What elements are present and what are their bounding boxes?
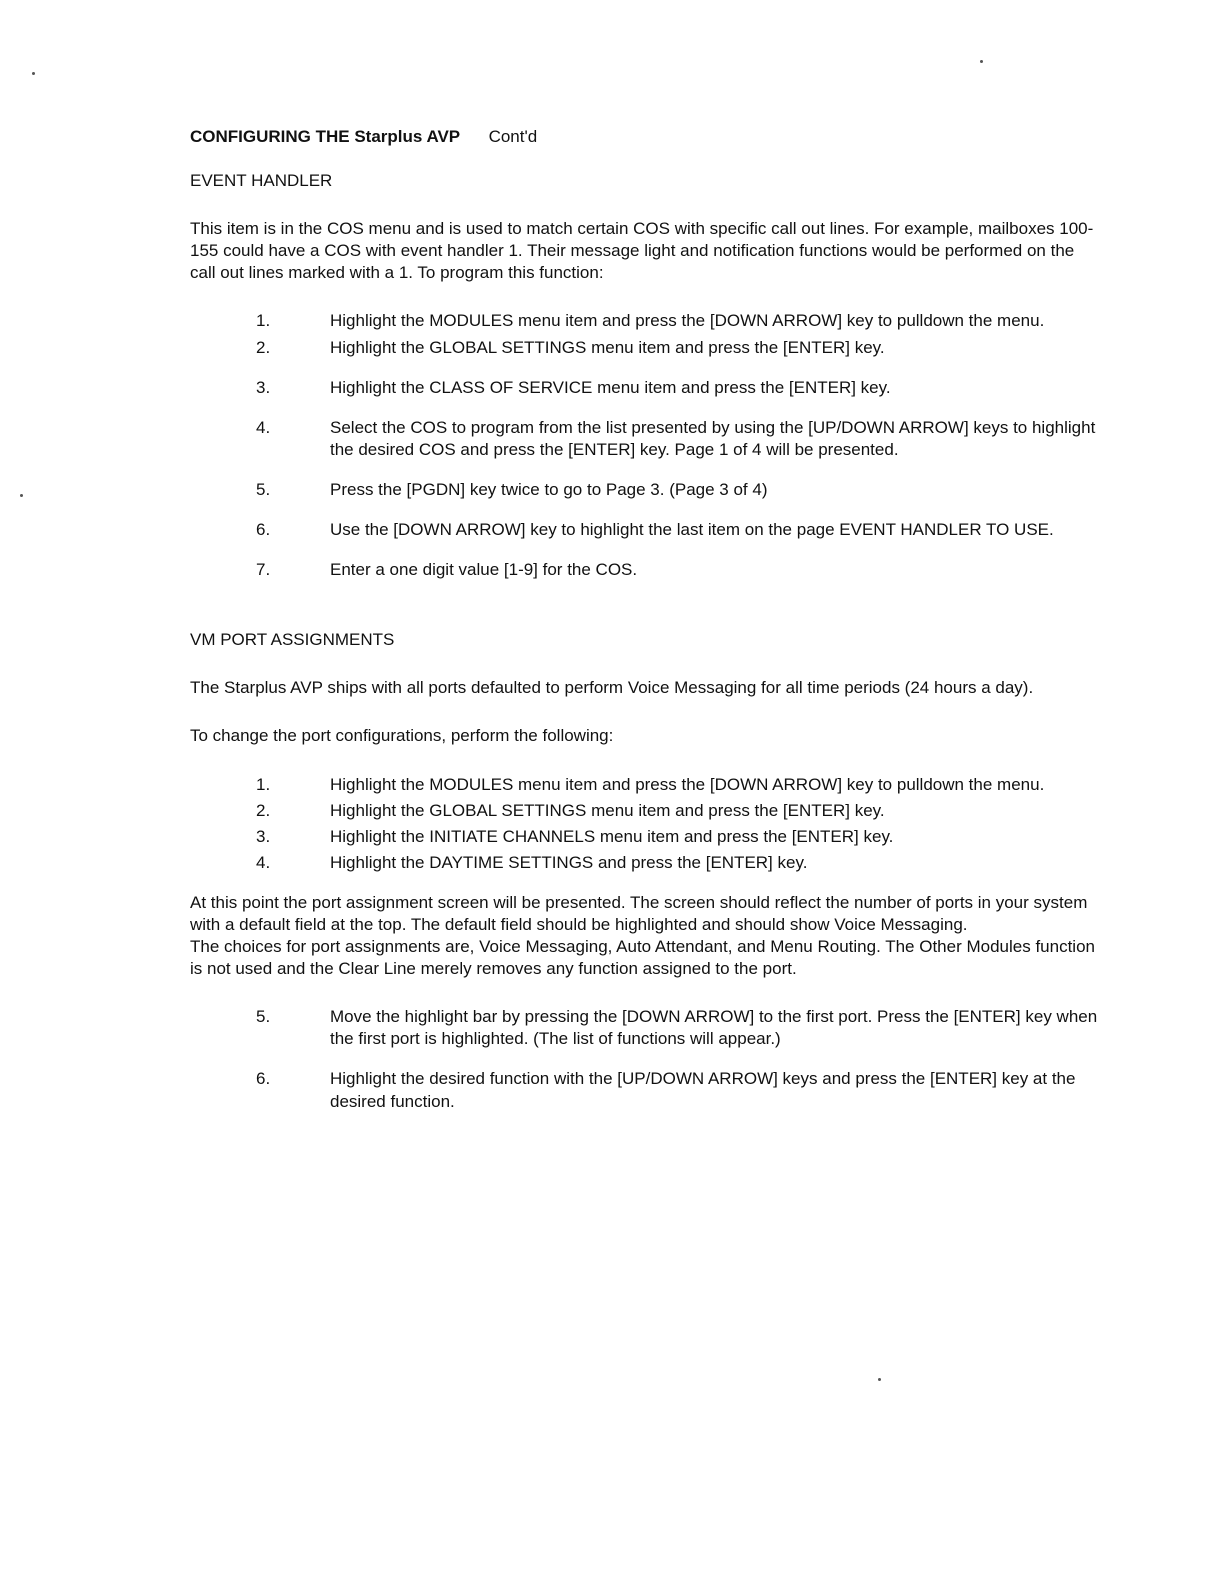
page-title (190, 126, 1100, 148)
event-handler-heading: EVENT HANDLER (190, 171, 333, 191)
list-item (256, 1006, 1100, 1050)
list-item (256, 519, 1100, 541)
port-choices-description: The choices for port assignments are, Voice Messaging, Auto Attendant, and Menu Routing. The Other Modules function is not used and the Clear Line merely removes any function assigned to the port. (190, 937, 1095, 979)
step-number: 1. (256, 311, 271, 331)
vm-port-steps-b (256, 1006, 1100, 1112)
step-text: Highlight the INITIATE CHANNELS menu item and press the [ENTER] key. (330, 826, 894, 846)
step-text: Highlight the GLOBAL SETTINGS menu item and press the [ENTER] key. (330, 337, 885, 357)
vm-port-intro: The Starplus AVP ships with all ports defaulted to perform Voice Messaging for all time periods (24 hours a day). (190, 678, 1034, 698)
step-number: 2. (256, 800, 271, 820)
list-item (256, 800, 1100, 822)
step-number: 3. (256, 377, 271, 397)
event-handler-steps (256, 310, 1100, 581)
step-text: Highlight the desired function with the [UP/DOWN ARROW] keys and press the [ENTER] key at the desired function. (330, 1069, 1076, 1111)
step-number: 4. (256, 852, 271, 872)
step-text: Highlight the CLASS OF SERVICE menu item and press the [ENTER] key. (330, 377, 891, 397)
step-number: 5. (256, 479, 271, 499)
step-text: Highlight the MODULES menu item and press the [DOWN ARROW] key to pulldown the menu. (330, 774, 1045, 794)
step-text: Use the [DOWN ARROW] key to highlight the last item on the page EVENT HANDLER TO USE. (330, 520, 1054, 540)
list-item (256, 774, 1100, 796)
step-text: Press the [PGDN] key twice to go to Page 3. (Page 3 of 4) (330, 479, 768, 499)
event-handler-intro: This item is in the COS menu and is used to match certain COS with specific call out lines. For example, mailboxes 100-155 could have a COS with event handler 1. Their message light and notification functions would be performed on the call out lines marked with a 1. To program this function: (190, 219, 1094, 283)
step-number: 1. (256, 774, 271, 794)
step-number: 2. (256, 337, 271, 357)
step-number: 5. (256, 1007, 271, 1027)
port-screen-description: At this point the port assignment screen will be presented. The screen should reflect the number of ports in your system with a default field at the top. The default field should be highlighted and should show Voice Messaging. (190, 892, 1088, 934)
list-item (256, 559, 1100, 581)
scan-speck (878, 1378, 881, 1381)
vm-port-section (190, 629, 1100, 1112)
list-item (256, 479, 1100, 501)
step-number: 6. (256, 1069, 271, 1089)
step-text: Move the highlight bar by pressing the [DOWN ARROW] to the first port. Press the [ENTER] key when the first port is highlighted. (The list of functions will appear.) (330, 1007, 1098, 1049)
list-item (256, 852, 1100, 874)
list-item (256, 417, 1100, 461)
step-number: 6. (256, 520, 271, 540)
list-item (256, 377, 1100, 399)
document-page (190, 126, 1100, 1131)
vm-port-steps-a (256, 774, 1100, 874)
list-item (256, 1068, 1100, 1112)
step-number: 4. (256, 417, 271, 437)
step-text: Highlight the DAYTIME SETTINGS and press the [ENTER] key. (330, 852, 808, 872)
step-number: 3. (256, 826, 271, 846)
title-cont: Cont'd (488, 127, 538, 146)
step-number: 7. (256, 560, 271, 580)
list-item (256, 826, 1100, 848)
title-main: CONFIGURING THE Starplus AVP (190, 127, 460, 146)
scan-speck (20, 494, 23, 497)
step-text: Select the COS to program from the list presented by using the [UP/DOWN ARROW] keys to highlight the desired COS and press the [ENTER] key. Page 1 of 4 will be presented. (330, 417, 1096, 459)
step-text: Highlight the MODULES menu item and press the [DOWN ARROW] key to pulldown the menu. (330, 311, 1045, 331)
list-item (256, 310, 1100, 332)
scan-speck (980, 60, 983, 63)
list-item (256, 337, 1100, 359)
scan-speck (32, 72, 35, 75)
step-text: Highlight the GLOBAL SETTINGS menu item and press the [ENTER] key. (330, 800, 885, 820)
vm-port-instruction: To change the port configurations, perform the following: (190, 726, 614, 746)
step-text: Enter a one digit value [1-9] for the COS. (330, 560, 638, 580)
vm-port-heading: VM PORT ASSIGNMENTS (190, 630, 395, 650)
